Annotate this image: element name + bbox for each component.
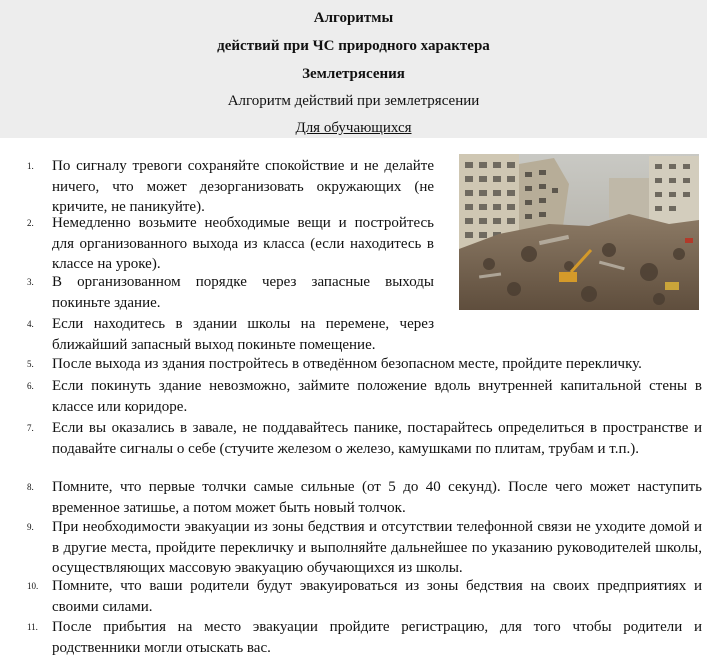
earthquake-ruins-photo (459, 154, 699, 310)
subtitle: Алгоритм действий при землетрясении (227, 93, 480, 109)
item-text: После прибытия на место эвакуации пройдите регистрацию, для того чтобы родители и родственники могли отыскать вас. (52, 619, 702, 656)
item-number: 6. (27, 381, 34, 391)
item-number: 7. (27, 423, 34, 433)
title-line-3: Землетрясения (302, 66, 405, 82)
document-header (0, 0, 707, 138)
item-number: 2. (27, 218, 34, 228)
item-text: При необходимости эвакуации из зоны бедствия и отсутствии телефонной связи не уходите домой и в другие места, пройдите перекличку и выполняйте дальнейшее по указанию руководителей школы, осуществляющих массовую эвакуацию обучающихся из школы. (52, 519, 702, 576)
item-text: Помните, что первые толчки самые сильные (от 5 до 40 секунд). После чего может наступить временное затишье, а потом может быть новый толчок. (52, 479, 702, 516)
item-number: 8. (27, 482, 34, 492)
title-line-2: действий при ЧС природного характера (217, 38, 490, 54)
item-number: 3. (27, 277, 34, 287)
item-number: 4. (27, 319, 34, 329)
item-text: Помните, что ваши родители будут эвакуироваться из зоны бедствия на своих предприятиях и своими силами. (52, 578, 702, 615)
item-number: 9. (27, 522, 34, 532)
item-text: Если покинуть здание невозможно, займите положение вдоль внутренней капитальной стены в классе или коридоре. (52, 378, 702, 415)
item-text: По сигналу тревоги сохраняйте спокойствие и не делайте ничего, что может дезорганизовать окружающих (не кричите, не паникуйте). (52, 158, 434, 215)
item-text: Если вы оказались в завале, не поддавайтесь панике, постарайтесь определиться в пространстве и подавайте сигналы о себе (стучите железом о железо, камушками по плитам, трубам и т.п.). (52, 420, 702, 457)
item-number: 11. (27, 622, 38, 632)
item-number: 5. (27, 359, 34, 369)
item-text: Если находитесь в здании школы на перемене, через ближайший запасный выход покиньте помещение. (52, 316, 434, 353)
item-text: В организованном порядке через запасные выходы покиньте здание. (52, 274, 434, 311)
audience-label: Для обучающихся (295, 120, 412, 136)
item-number: 1. (27, 161, 34, 171)
title-line-1: Алгоритмы (313, 10, 394, 26)
item-text: Немедленно возьмите необходимые вещи и постройтесь для организованного выхода из класса (если находитесь в классе на уроке). (52, 215, 434, 272)
item-text: После выхода из здания постройтесь в отведённом безопасном месте, пройдите перекличку. (52, 356, 642, 372)
item-number: 10. (27, 581, 39, 591)
